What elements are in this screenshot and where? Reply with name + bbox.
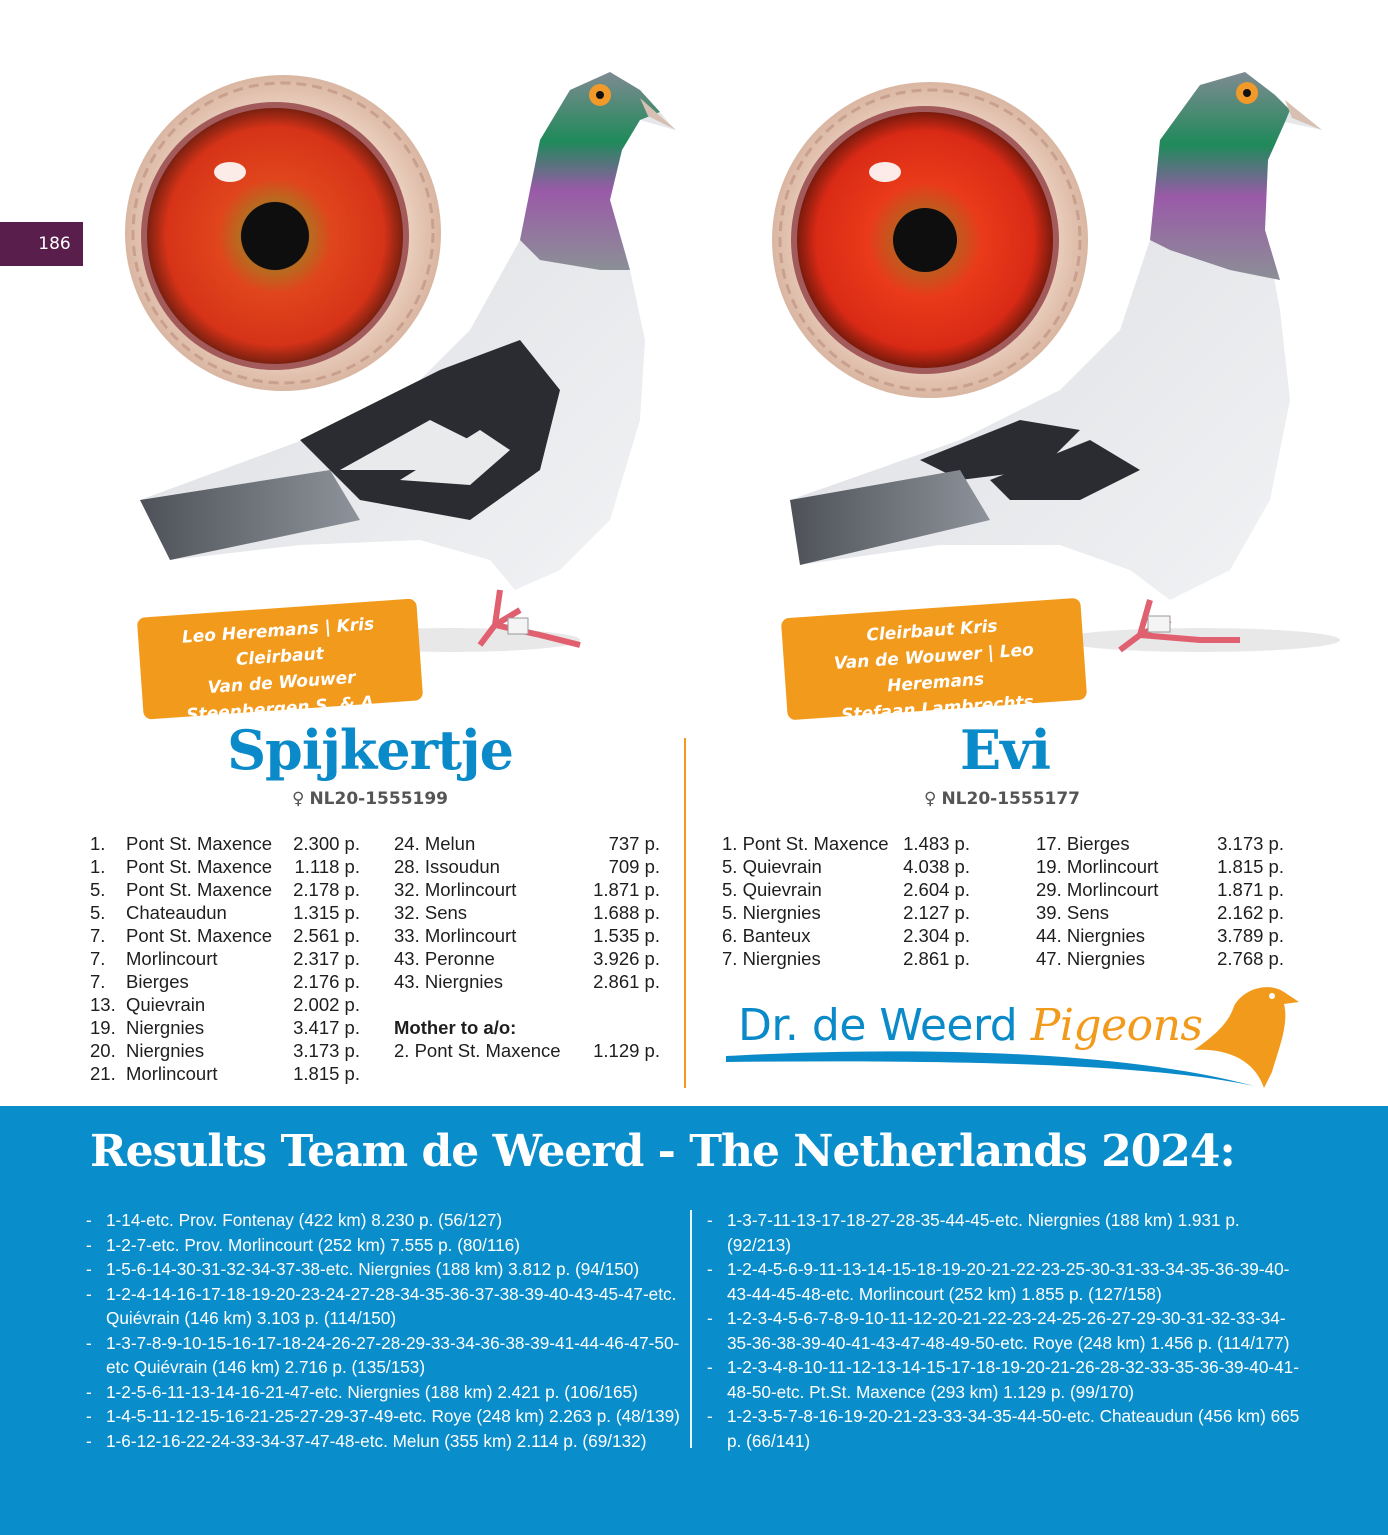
result-place: 39. Sens [1036, 902, 1110, 923]
result-points: 3.417 p. [293, 1017, 360, 1038]
breeder-credit-right [781, 598, 1087, 726]
result-place: Bierges [126, 971, 189, 992]
result-points: 2.861 p. [593, 971, 660, 992]
result-place: 33. Morlincourt [394, 925, 517, 946]
result-place: Pont St. Maxence [126, 856, 273, 877]
result-place: 17. Bierges [1036, 833, 1130, 854]
result-place: Morlincourt [126, 948, 218, 969]
result-place: 43. Niergnies [394, 971, 504, 992]
result-row [394, 878, 660, 901]
result-row [1036, 855, 1286, 878]
results-team-title: Results Team de Weerd - The Netherlands 2024: [90, 1126, 1235, 1177]
credit-line: Van de Wouwer | Leo Heremans [833, 640, 1035, 697]
results-team-list-left [86, 1208, 680, 1453]
result-place: 28. Issoudun [394, 856, 500, 877]
result-row [722, 901, 972, 924]
result-row [394, 947, 660, 970]
result-row [722, 878, 972, 901]
result-points: 2.304 p. [903, 925, 970, 946]
result-row [394, 855, 660, 878]
result-row [394, 924, 660, 947]
result-row [90, 878, 360, 901]
result-points: 1.315 p. [293, 902, 360, 923]
result-row [1036, 924, 1286, 947]
result-rank: 21. [90, 1063, 116, 1084]
result-points: 1.871 p. [1217, 879, 1284, 900]
ring-number-text: NL20-1555199 [309, 789, 449, 809]
result-points: 3.789 p. [1217, 925, 1284, 946]
result-place: Pont St. Maxence [126, 833, 273, 854]
credit-line: Van de Wouwer [207, 667, 357, 699]
result-points: 1.871 p. [593, 879, 660, 900]
band-divider [690, 1210, 692, 1448]
result-row [90, 970, 360, 993]
result-place: 32. Sens [394, 902, 468, 923]
result-rank: 7. [90, 925, 106, 946]
result-place: 5. Quievrain [722, 856, 822, 877]
left-eye-image [125, 75, 441, 391]
result-place: Chateaudun [126, 902, 227, 923]
result-points: 1.815 p. [1217, 856, 1284, 877]
result-rank: 1. [90, 856, 106, 877]
result-points: 2.317 p. [293, 948, 360, 969]
result-row [90, 993, 360, 1016]
results-team-band [0, 1106, 1388, 1535]
result-row [90, 855, 360, 878]
list-item: - 1-4-5-11-12-15-16-21-25-27-29-37-49-etc. Roye (248 km) 2.263 p. (48/139) [86, 1404, 680, 1429]
result-place: Niergnies [126, 1040, 205, 1061]
results-list-left-1 [90, 832, 360, 1085]
result-row [1036, 901, 1286, 924]
results-list-right-1 [722, 832, 972, 970]
result-row [722, 855, 972, 878]
result-place: 5. Niergnies [722, 902, 821, 923]
result-points: 1.535 p. [593, 925, 660, 946]
result-rank: 5. [90, 902, 106, 923]
result-row [90, 947, 360, 970]
logo-text [738, 1000, 1203, 1051]
results-team-list-right [707, 1208, 1307, 1453]
result-row [722, 832, 972, 855]
result-place: 43. Peronne [394, 948, 495, 969]
result-points: 2.300 p. [293, 833, 360, 854]
result-row [394, 970, 660, 993]
list-item: - 1-2-3-4-5-6-7-8-9-10-11-12-20-21-22-23-24-25-26-27-29-30-31-32-33-34-35-36-38-39-40-41-43-47-48-49-50-etc. Roye (248 km) 1.456 p. (114/177) [707, 1306, 1307, 1355]
breeder-credit-left [137, 598, 423, 726]
result-place: 24. Melun [394, 833, 476, 854]
list-item: - 1-5-6-14-30-31-32-34-37-38-etc. Niergnies (188 km) 3.812 p. (94/150) [86, 1257, 680, 1282]
list-item: - 1-14-etc. Prov. Fontenay (422 km) 8.230 p. (56/127) [86, 1208, 680, 1233]
result-points: 2.604 p. [903, 879, 970, 900]
result-place: 2. Pont St. Maxence [394, 1040, 561, 1061]
result-points: 2.861 p. [903, 948, 970, 969]
result-place: 47. Niergnies [1036, 948, 1146, 969]
page-number: 186 [0, 222, 83, 266]
result-place: 5. Quievrain [722, 879, 822, 900]
result-points: 2.561 p. [293, 925, 360, 946]
result-row [90, 1062, 360, 1085]
pigeon-name-right: Evi [959, 718, 1051, 782]
result-row [394, 1039, 660, 1062]
result-place: Pont St. Maxence [126, 879, 273, 900]
result-rank: 13. [90, 994, 116, 1015]
result-row [1036, 947, 1286, 970]
result-points: 4.038 p. [903, 856, 970, 877]
result-row [394, 901, 660, 924]
result-place: 19. Morlincourt [1036, 856, 1159, 877]
result-points: 2.127 p. [903, 902, 970, 923]
pigeon-name-left: Spijkertje [227, 718, 513, 782]
list-item: - 1-6-12-16-22-24-33-34-37-47-48-etc. Melun (355 km) 2.114 p. (69/132) [86, 1429, 680, 1454]
result-row [90, 1039, 360, 1062]
list-item: - 1-2-3-5-7-8-16-19-20-21-23-33-34-35-44-50-etc. Chateaudun (456 km) 665 p. (66/141) [707, 1404, 1307, 1453]
list-item: - 1-2-7-etc. Prov. Morlincourt (252 km) 7.555 p. (80/116) [86, 1233, 680, 1258]
logo-main-text: Dr. de Weerd [738, 1000, 1018, 1051]
result-points: 1.483 p. [903, 833, 970, 854]
ring-number-left [270, 789, 470, 809]
column-divider [684, 738, 686, 1088]
result-points: 2.162 p. [1217, 902, 1284, 923]
female-icon: ♀ [923, 789, 937, 809]
credit-line: Leo Heremans | Kris Cleirbaut [181, 614, 375, 671]
result-points: 3.173 p. [1217, 833, 1284, 854]
result-place: Morlincourt [126, 1063, 218, 1084]
result-points: 2.178 p. [293, 879, 360, 900]
result-row [1036, 878, 1286, 901]
mother-results [394, 1016, 660, 1062]
brand-logo [724, 978, 1304, 1096]
result-rank: 19. [90, 1017, 116, 1038]
result-rank: 20. [90, 1040, 116, 1061]
result-place: Quievrain [126, 994, 206, 1015]
results-list-left-2 [394, 832, 660, 993]
female-icon: ♀ [291, 789, 305, 809]
credit-line: Stefaan Lambrechts [840, 692, 1035, 726]
result-row [394, 832, 660, 855]
list-item: - 1-2-3-4-8-10-11-12-13-14-15-17-18-19-20-21-26-28-32-33-35-36-39-40-41-48-50-etc. Pt.St. Maxence (293 km) 1.129 p. (99/170) [707, 1355, 1307, 1404]
list-item: - 1-2-5-6-11-13-14-16-21-47-etc. Niergnies (188 km) 2.421 p. (106/165) [86, 1380, 680, 1405]
ring-number-text: NL20-1555177 [941, 789, 1081, 809]
result-place: 44. Niergnies [1036, 925, 1146, 946]
result-place: 29. Morlincourt [1036, 879, 1159, 900]
list-item: - 1-2-4-14-16-17-18-19-20-23-24-27-28-34-35-36-37-38-39-40-43-45-47-etc. Quiévrain (146 km) 3.103 p. (114/150) [86, 1282, 680, 1331]
list-item: - 1-2-4-5-6-9-11-13-14-15-18-19-20-21-22-23-25-30-31-33-34-35-36-39-40-43-44-45-48-etc. Morlincourt (252 km) 1.855 p. (127/158) [707, 1257, 1307, 1306]
credit-line: Steenbergen S. & A. [185, 692, 382, 726]
result-row [722, 924, 972, 947]
result-place: 1. Pont St. Maxence [722, 833, 889, 854]
result-row [90, 924, 360, 947]
result-row [722, 947, 972, 970]
result-rank: 1. [90, 833, 106, 854]
result-rank: 7. [90, 971, 106, 992]
logo-accent-text: Pigeons [1030, 1000, 1203, 1051]
result-points: 2.768 p. [1217, 948, 1284, 969]
result-row [90, 901, 360, 924]
result-points: 737 p. [608, 833, 660, 854]
results-list-right-2 [1036, 832, 1286, 970]
result-points: 2.176 p. [293, 971, 360, 992]
result-points: 2.002 p. [293, 994, 360, 1015]
result-points: 709 p. [608, 856, 660, 877]
result-place: Niergnies [126, 1017, 205, 1038]
ring-number-right [902, 789, 1102, 809]
result-points: 3.173 p. [293, 1040, 360, 1061]
result-points: 1.129 p. [593, 1040, 660, 1061]
result-place: 32. Morlincourt [394, 879, 517, 900]
result-points: 1.815 p. [293, 1063, 360, 1084]
result-row [1036, 832, 1286, 855]
credit-line: Cleirbaut Kris [865, 616, 999, 646]
list-item: - 1-3-7-11-13-17-18-27-28-35-44-45-etc. Niergnies (188 km) 1.931 p. (92/213) [707, 1208, 1307, 1257]
list-item: - 1-3-7-8-9-10-15-16-17-18-24-26-27-28-29-33-34-36-38-39-41-44-46-47-50-etc Quiévrain (146 km) 2.716 p. (135/153) [86, 1331, 680, 1380]
result-rank: 5. [90, 879, 106, 900]
result-place: 6. Banteux [722, 925, 811, 946]
right-eye-image [772, 82, 1088, 398]
result-row [90, 1016, 360, 1039]
mother-heading: Mother to a/o: [394, 1017, 517, 1038]
result-row [90, 832, 360, 855]
result-points: 1.118 p. [294, 856, 360, 877]
result-points: 3.926 p. [593, 948, 660, 969]
result-points: 1.688 p. [593, 902, 660, 923]
result-place: 7. Niergnies [722, 948, 821, 969]
result-place: Pont St. Maxence [126, 925, 273, 946]
result-rank: 7. [90, 948, 106, 969]
